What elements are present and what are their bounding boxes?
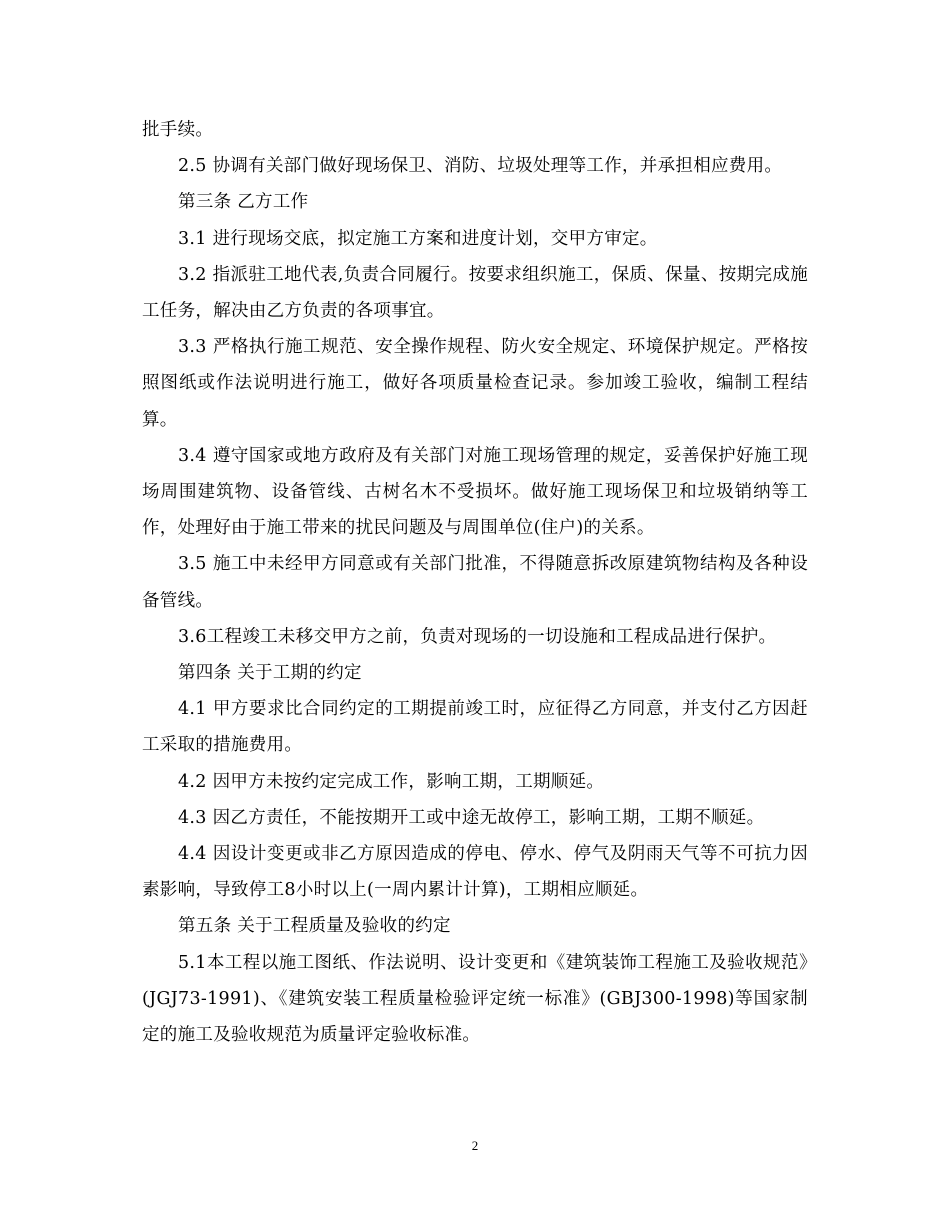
paragraph-3-4: 3.4 遵守国家或地方政府及有关部门对施工现场管理的规定，妥善保护好施工现场周围建筑物、设备管线、古树名木不受损坏。做好施工现场保卫和垃圾销纳等工作，处理好由于施工带来的扰民问题及与周围单位(住户)的关系。 bbox=[142, 445, 808, 539]
section-heading-article-3: 第三条 乙方工作 bbox=[178, 192, 309, 213]
paragraph-4-3: 4.3 因乙方责任，不能按期开工或中途无故停工，影响工期，工期不顺延。 bbox=[178, 807, 765, 828]
section-heading-article-4: 第四条 关于工期的约定 bbox=[178, 663, 362, 684]
paragraph-continuation: 批手续。 bbox=[142, 120, 214, 140]
paragraph-5-1: 5.1本工程以施工图纸、作法说明、设计变更和《建筑装饰工程施工及验收规范》(JGJ73-1991)、《建筑安装工程质量检验评定统一标准》(GBJ300-1998)等国家制定的施工及验收规范为质量评定验收标准。 bbox=[142, 952, 808, 1046]
document-body bbox=[142, 112, 808, 1053]
paragraph-2-5: 2.5 协调有关部门做好现场保卫、消防、垃圾处理等工作，并承担相应费用。 bbox=[178, 156, 783, 177]
paragraph-3-1: 3.1 进行现场交底，拟定施工方案和进度计划，交甲方审定。 bbox=[178, 228, 658, 249]
section-heading-article-5: 第五条 关于工程质量及验收的约定 bbox=[178, 916, 451, 937]
paragraph-3-5: 3.5 施工中未经甲方同意或有关部门批准，不得随意拆改原建筑物结构及各种设备管线。 bbox=[142, 554, 808, 611]
paragraph-4-2: 4.2 因甲方未按约定完成工作，影响工期，工期顺延。 bbox=[178, 771, 605, 792]
paragraph-3-3: 3.3 严格执行施工规范、安全操作规程、防火安全规定、环境保护规定。严格按照图纸或作法说明进行施工，做好各项质量检查记录。参加竣工验收，编制工程结算。 bbox=[142, 337, 808, 430]
paragraph-3-2: 3.2 指派驻工地代表,负责合同履行。按要求组织施工，保质、保量、按期完成施工任务，解决由乙方负责的各项事宜。 bbox=[142, 264, 808, 322]
paragraph-4-1: 4.1 甲方要求比合同约定的工期提前竣工时，应征得乙方同意，并支付乙方因赶工采取的措施费用。 bbox=[142, 699, 808, 756]
page-number: 2 bbox=[471, 1138, 479, 1153]
paragraph-4-4: 4.4 因设计变更或非乙方原因造成的停电、停水、停气及阴雨天气等不可抗力因素影响，导致停工8小时以上(一周内累计计算)，工期相应顺延。 bbox=[142, 844, 808, 901]
paragraph-3-6: 3.6工程竣工未移交甲方之前，负责对现场的一切设施和工程成品进行保护。 bbox=[178, 626, 777, 647]
